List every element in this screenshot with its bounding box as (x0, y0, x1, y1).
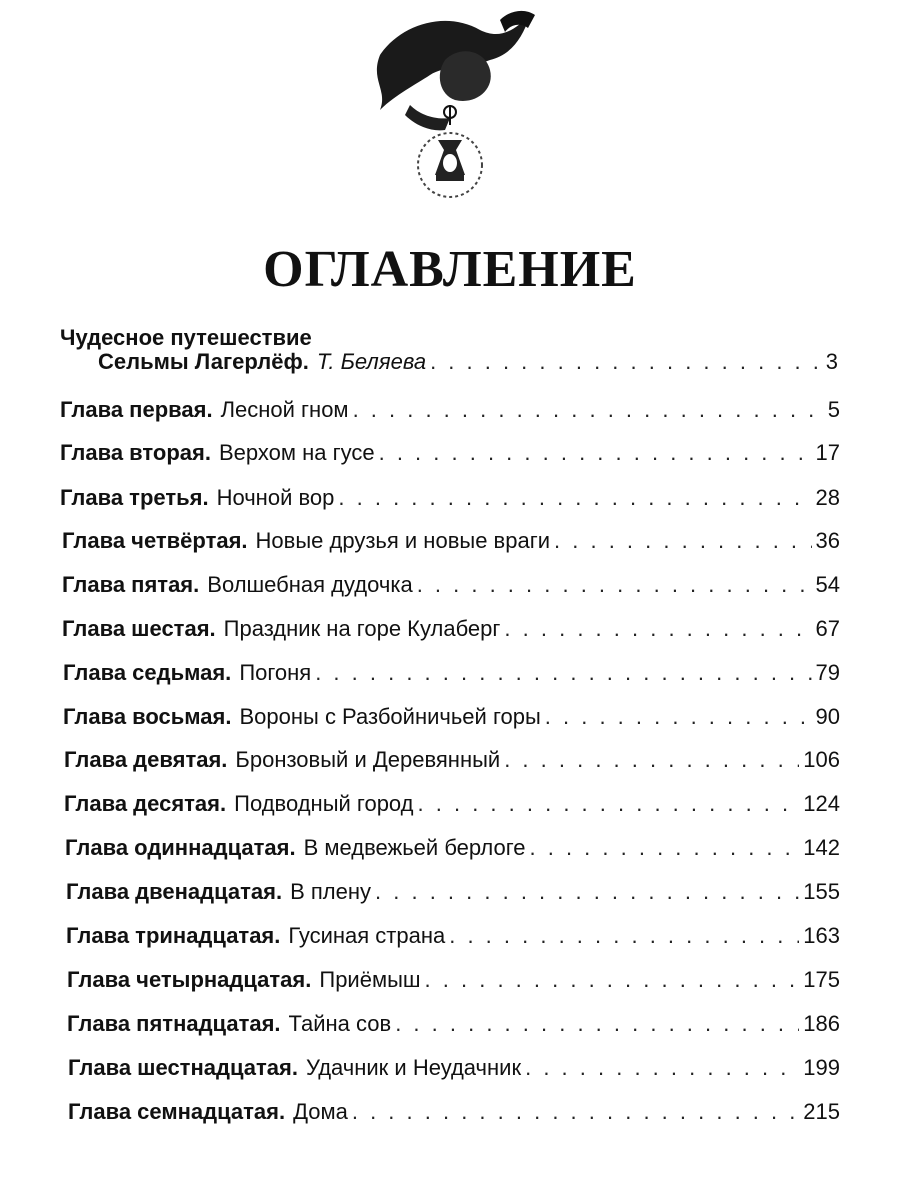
chapter-label: Глава десятая. (64, 791, 227, 816)
chapter-label: Глава третья. (60, 485, 209, 510)
leader-dots (530, 828, 800, 868)
toc-entry-chapter-6[interactable] (62, 609, 840, 649)
page-number: 124 (803, 791, 840, 816)
chapter-label: Глава седьмая. (63, 660, 232, 685)
page-number: 155 (803, 879, 840, 904)
toc-entry-chapter-5[interactable] (62, 565, 840, 605)
page-number: 36 (815, 528, 840, 553)
page-number: 106 (803, 747, 840, 772)
page-number: 3 (825, 349, 838, 374)
page-number: 17 (815, 440, 840, 465)
toc-entry-chapter-7[interactable] (63, 653, 840, 693)
toc-entry-chapter-2[interactable] (60, 433, 840, 473)
leader-dots (545, 697, 812, 737)
chapter-label: Глава шестнадцатая. (68, 1055, 298, 1080)
leader-dots (338, 478, 811, 518)
toc-entry-chapter-10[interactable] (64, 784, 840, 824)
page-number: 186 (803, 1011, 840, 1036)
page-number: 175 (803, 967, 840, 992)
page-number: 142 (803, 835, 840, 860)
chapter-title: В плену (290, 879, 372, 904)
chapter-label: Глава девятая. (64, 747, 228, 772)
chapter-title: Верхом на гусе (218, 440, 375, 465)
toc-entry-chapter-11[interactable] (65, 828, 840, 868)
leader-dots (353, 390, 824, 430)
page-number: 90 (815, 704, 840, 729)
chapter-label: Глава семнадцатая. (68, 1099, 286, 1124)
chapter-label: Глава четырнадцатая. (67, 967, 312, 992)
page-number: 54 (815, 572, 840, 597)
page-number: 215 (803, 1099, 840, 1124)
leader-dots (379, 433, 812, 473)
intro-line-1: Чудесное путешествие (60, 325, 312, 350)
page-number: 5 (827, 397, 840, 422)
leader-dots (525, 1048, 799, 1088)
page-number: 163 (803, 923, 840, 948)
chapter-title: Новые друзья и новые враги (255, 528, 551, 553)
chapter-label: Глава вторая. (60, 440, 211, 465)
toc-entry-chapter-9[interactable] (64, 740, 840, 780)
toc-entry-chapter-17[interactable] (68, 1092, 840, 1132)
chapter-label: Глава одиннадцатая. (65, 835, 296, 860)
chapter-title: Вороны с Разбойничьей горы (239, 704, 541, 729)
chapter-title: Ночной вор (216, 485, 335, 510)
chapter-title: Тайна сов (288, 1011, 392, 1036)
chapter-title: Подводный город (234, 791, 414, 816)
chapter-label: Глава пятая. (62, 572, 200, 597)
toc-entry-chapter-13[interactable] (66, 916, 840, 956)
leader-dots (418, 784, 800, 824)
toc-entry-chapter-4[interactable] (62, 521, 840, 561)
chapter-title: Удачник и Неудачник (305, 1055, 522, 1080)
leader-dots (395, 1004, 799, 1044)
chapter-label: Глава пятнадцатая. (67, 1011, 281, 1036)
chapter-label: Глава первая. (60, 397, 213, 422)
leader-dots (425, 960, 800, 1000)
chapter-title: Гусиная страна (288, 923, 446, 948)
page-number: 199 (803, 1055, 840, 1080)
chapter-title: Бронзовый и Деревянный (235, 747, 501, 772)
page-number: 79 (815, 660, 840, 685)
toc-entry-chapter-15[interactable] (67, 1004, 840, 1044)
page-title: ОГЛАВЛЕНИЕ (263, 241, 637, 298)
chapter-title: Лесной гном (220, 397, 349, 422)
leader-dots (315, 653, 811, 693)
leader-dots (554, 521, 812, 561)
leader-dots (430, 342, 822, 382)
chapter-title: Праздник на горе Кулаберг (223, 616, 501, 641)
leader-dots (504, 740, 799, 780)
leader-dots (449, 916, 799, 956)
chapter-title: Погоня (239, 660, 312, 685)
intro-author: Т. Беляева (316, 349, 427, 374)
leader-dots (352, 1092, 799, 1132)
chapter-label: Глава шестая. (62, 616, 216, 641)
toc-entry-chapter-8[interactable] (63, 697, 840, 737)
chapter-label: Глава восьмая. (63, 704, 232, 729)
toc-entry-chapter-12[interactable] (66, 872, 840, 912)
chapter-title: Волшебная дудочка (207, 572, 413, 597)
toc-entry-chapter-16[interactable] (68, 1048, 840, 1088)
page-number: 28 (815, 485, 840, 510)
chapter-title: Приёмыш (319, 967, 421, 992)
leader-dots (375, 872, 799, 912)
toc-entry-intro[interactable] (98, 342, 838, 382)
chapter-title: В медвежьей берлоге (303, 835, 526, 860)
chapter-label: Глава тринадцатая. (66, 923, 281, 948)
toc-entry-chapter-3[interactable] (60, 478, 840, 518)
leader-dots (504, 609, 811, 649)
leader-dots (417, 565, 812, 605)
chapter-title: Дома (293, 1099, 348, 1124)
chapter-label: Глава двенадцатая. (66, 879, 283, 904)
page-number: 67 (815, 616, 840, 641)
toc-entry-chapter-14[interactable] (67, 960, 840, 1000)
toc-entry-chapter-1[interactable] (60, 390, 840, 430)
intro-line-2: Сельмы Лагерлёф. (98, 349, 309, 374)
chapter-label: Глава четвёртая. (62, 528, 248, 553)
